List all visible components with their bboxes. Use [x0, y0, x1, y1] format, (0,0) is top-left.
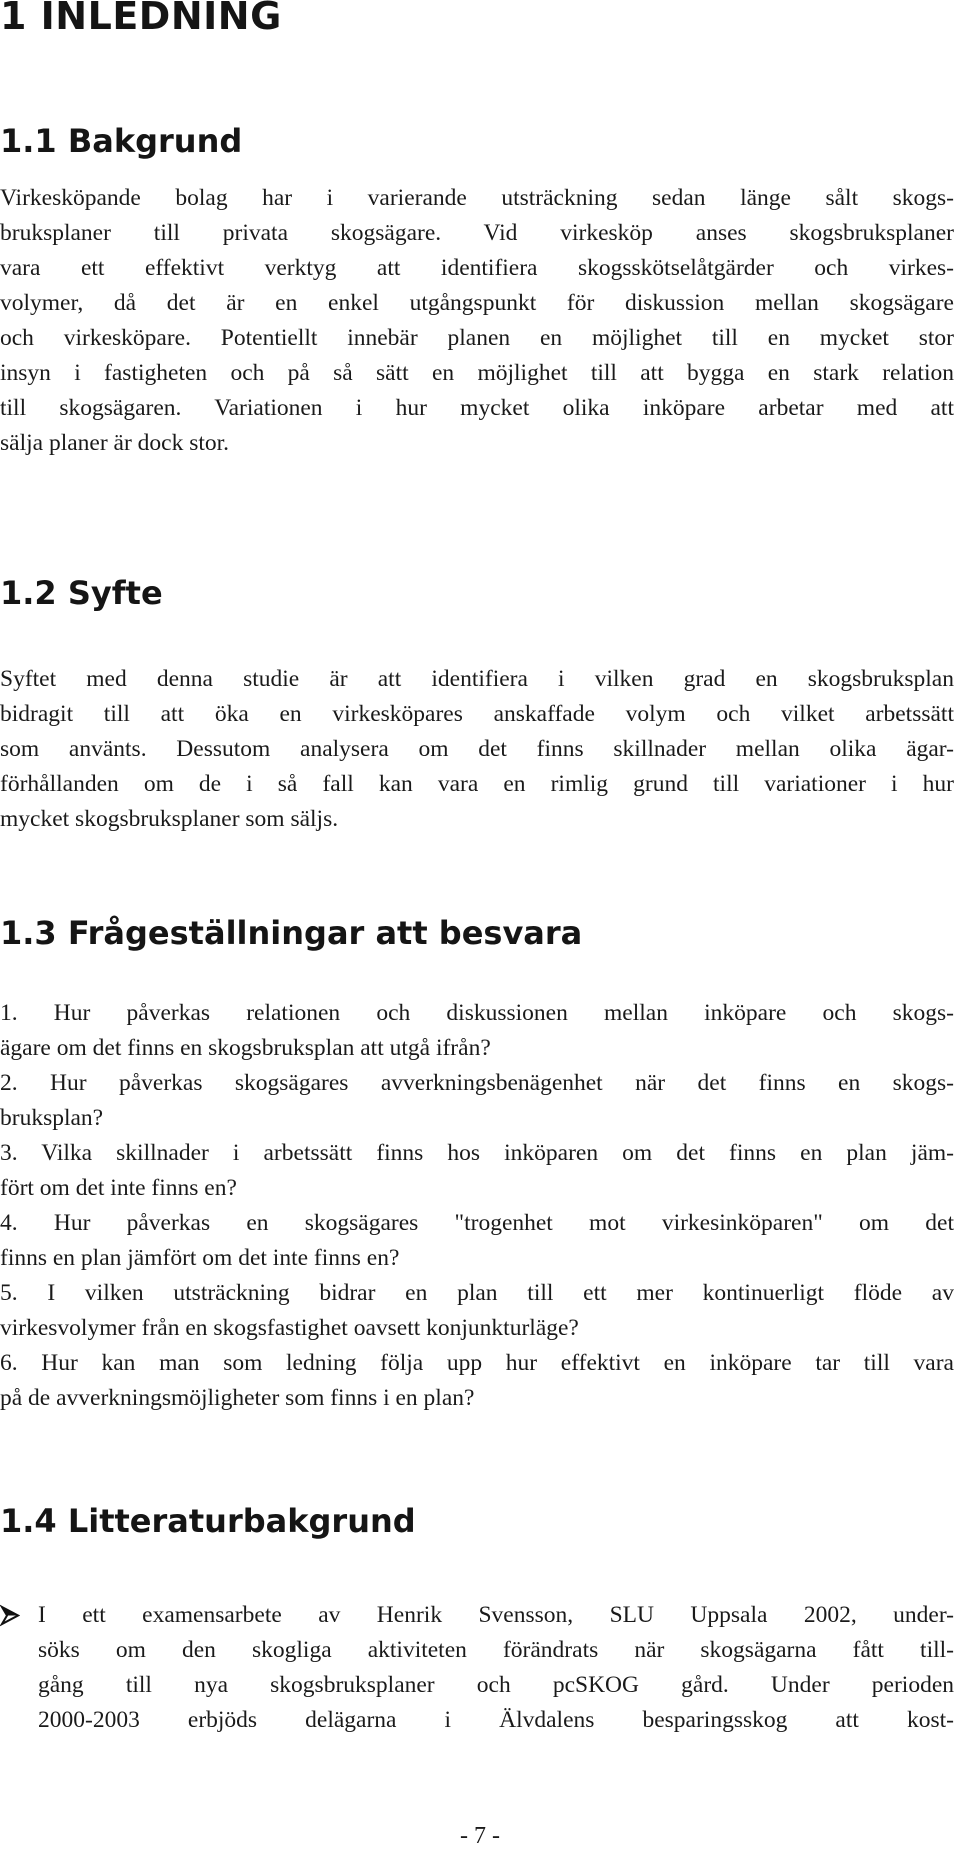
question-line: finns en plan jämfört om det inte finns en? — [0, 1245, 400, 1271]
question-line: bruksplan? — [0, 1105, 104, 1131]
text-line: till skogsägaren. Variationen i hur mycket olika inköpare arbetar med att — [0, 395, 954, 421]
question-line: fört om det inte finns en? — [0, 1175, 237, 1201]
section-heading-bakgrund: 1.1 Bakgrund — [0, 122, 243, 160]
question-line: på de avverkningsmöjligheter som finns i en plan? — [0, 1385, 475, 1411]
text-line: volymer, då det är en enkel utgångspunkt för diskussion mellan skogsägare — [0, 290, 954, 316]
text-line: vara ett effektivt verktyg att identifiera skogsskötselåtgärder och virkes- — [0, 255, 954, 281]
paragraph-bakgrund — [0, 181, 954, 461]
text-line: och virkesköpare. Potentiellt innebär planen en möjlighet till en mycket stor — [0, 325, 954, 351]
question-line: 1. Hur påverkas relationen och diskussionen mellan inköpare och skogs- — [0, 1000, 954, 1026]
question-line: virkesvolymer från en skogsfastighet oavsett konjunkturläge? — [0, 1315, 579, 1341]
text-line: söks om den skogliga aktiviteten förändrats när skogsägarna fått till- — [38, 1637, 954, 1663]
paragraph-syfte — [0, 662, 954, 837]
text-line: Virkesköpande bolag har i varierande utsträckning sedan länge sålt skogs- — [0, 185, 954, 211]
arrowhead-bullet-glyph — [0, 1598, 20, 1633]
question-list — [0, 996, 954, 1416]
question-line: 2. Hur påverkas skogsägares avverkningsbenägenhet när det finns en skogs- — [0, 1070, 954, 1096]
text-line: som använts. Dessutom analysera om det finns skillnader mellan olika ägar- — [0, 736, 954, 762]
section-heading-litteraturbakgrund: 1.4 Litteraturbakgrund — [0, 1502, 416, 1540]
text-line: insyn i fastigheten och på så sätt en möjlighet till att bygga en stark relation — [0, 360, 954, 386]
text-line: gång till nya skogsbruksplaner och pcSKOG gård. Under perioden — [38, 1672, 954, 1698]
text-line: sälja planer är dock stor. — [0, 430, 230, 456]
section-heading-fragestallningar: 1.3 Frågeställningar att besvara — [0, 914, 583, 952]
question-line: 6. Hur kan man som ledning följa upp hur effektivt en inköpare tar till vara — [0, 1350, 954, 1376]
text-line: 2000-2003 erbjöds delägarna i Älvdalens besparingsskog att kost- — [38, 1707, 954, 1733]
text-line: bidragit till att öka en virkesköpares anskaffade volym och vilket arbetssätt — [0, 701, 954, 727]
bullet-text — [38, 1598, 954, 1738]
text-line: mycket skogsbruksplaner som säljs. — [0, 806, 339, 832]
question-line: 3. Vilka skillnader i arbetssätt finns hos inköparen om det finns en plan jäm- — [0, 1140, 954, 1166]
arrowhead-bullet-icon — [0, 1598, 22, 1633]
chapter-heading: 1 INLEDNING — [0, 0, 282, 38]
text-line: I ett examensarbete av Henrik Svensson, SLU Uppsala 2002, under- — [38, 1602, 954, 1628]
page-number: - 7 - — [460, 1823, 500, 1849]
question-line: 4. Hur påverkas en skogsägares "trogenhet mot virkesinköparen" om det — [0, 1210, 954, 1236]
text-line: förhållanden om de i så fall kan vara en rimlig grund till variationer i hur — [0, 771, 954, 797]
text-line: bruksplaner till privata skogsägare. Vid virkesköp anses skogsbruksplaner — [0, 220, 954, 246]
question-line: 5. I vilken utsträckning bidrar en plan till ett mer kontinuerligt flöde av — [0, 1280, 954, 1306]
question-line: ägare om det finns en skogsbruksplan att utgå ifrån? — [0, 1035, 491, 1061]
text-line: Syftet med denna studie är att identifiera i vilken grad en skogsbruksplan — [0, 666, 954, 692]
section-heading-syfte: 1.2 Syfte — [0, 574, 163, 612]
